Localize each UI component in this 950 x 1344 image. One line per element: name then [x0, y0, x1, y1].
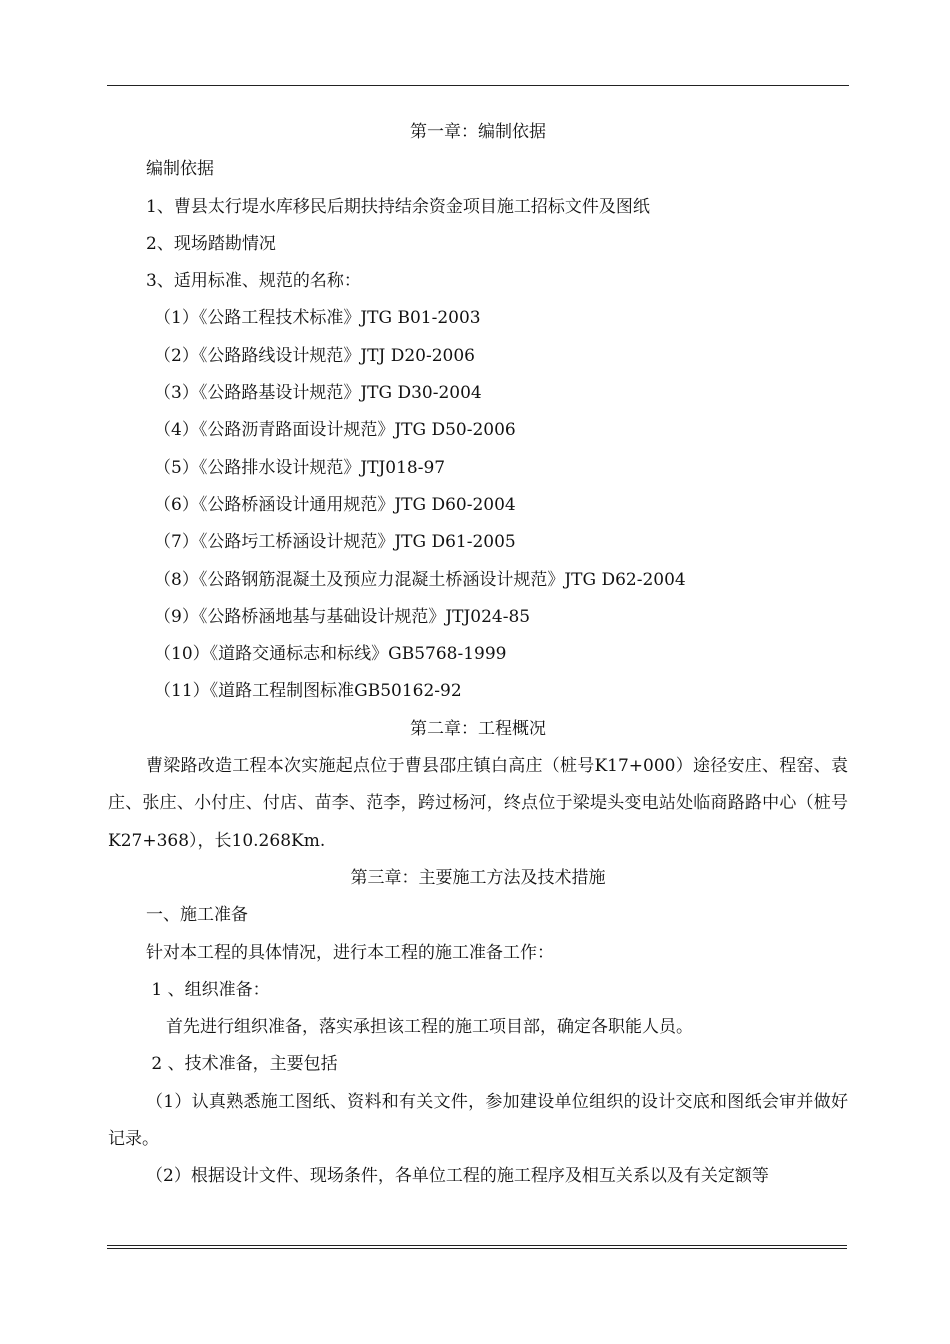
standard-item-11: （11）《道路工程制图标准GB50162-92 — [154, 681, 462, 702]
tech-prep-item-2: （2）根据设计文件、现场条件，各单位工程的施工程序及相互关系以及有关定额等 — [146, 1166, 769, 1187]
standard-item-4: （4）《公路沥青路面设计规范》JTG D50-2006 — [154, 420, 516, 441]
tech-prep-heading: 2 、技术准备，主要包括 — [146, 1054, 338, 1075]
standard-item-3: （3）《公路路基设计规范》JTG D30-2004 — [154, 383, 482, 404]
standard-item-6: （6）《公路桥涵设计通用规范》JTG D60-2004 — [154, 494, 516, 515]
basis-item-1: 1、曹县太行堤水库移民后期扶持结余资金项目施工招标文件及图纸 — [146, 196, 650, 217]
standard-item-9: （9）《公路桥涵地基与基础设计规范》JTJ024-85 — [154, 606, 531, 627]
standard-item-5: （5）《公路排水设计规范》JTJ018-97 — [154, 457, 446, 478]
standard-item-7: （7）《公路圬工桥涵设计规范》JTG D61-2005 — [154, 532, 516, 553]
chapter2-paragraph: 曹梁路改造工程本次实施起点位于曹县邵庄镇白高庄（桩号K17+000）途径安庄、程窑、袁庄、张庄、小付庄、付店、苗李、范李，跨过杨河，终点位于梁堤头变电站处临商路路中心（桩号K27+368），长10.268Km. — [108, 756, 848, 851]
standard-item-2: （2）《公路路线设计规范》JTJ D20-2006 — [154, 345, 475, 366]
basis-item-2: 2、现场踏勘情况 — [146, 233, 276, 254]
chapter3-title: 第三章：主要施工方法及技术措施 — [350, 867, 606, 888]
footer-rule — [107, 1245, 847, 1249]
tech-prep-item-1: （1）认真熟悉施工图纸、资料和有关文件，参加建设单位组织的设计交底和图纸会审并做好记录。 — [108, 1091, 848, 1150]
org-prep-text: 首先进行组织准备，落实承担该工程的施工项目部，确定各职能人员。 — [166, 1017, 693, 1038]
basis-item-3: 3、适用标准、规范的名称： — [146, 271, 361, 292]
org-prep-heading: 1 、组织准备： — [146, 979, 270, 1000]
section1-intro: 针对本工程的具体情况，进行本工程的施工准备工作： — [146, 942, 554, 963]
standard-item-1: （1）《公路工程技术标准》JTG B01-2003 — [154, 308, 481, 329]
chapter1-title: 第一章：编制依据 — [410, 122, 546, 142]
standard-item-8: （8）《公路钢筋混凝土及预应力混凝土桥涵设计规范》JTG D62-2004 — [154, 569, 686, 590]
header-rule — [107, 85, 849, 86]
chapter2-title: 第二章：工程概况 — [410, 718, 546, 739]
standard-item-10: （10）《道路交通标志和标线》GB5768-1999 — [154, 644, 507, 665]
chapter1-heading: 编制依据 — [146, 159, 214, 180]
section1-heading: 一、施工准备 — [146, 905, 248, 926]
document-body — [108, 114, 848, 1196]
